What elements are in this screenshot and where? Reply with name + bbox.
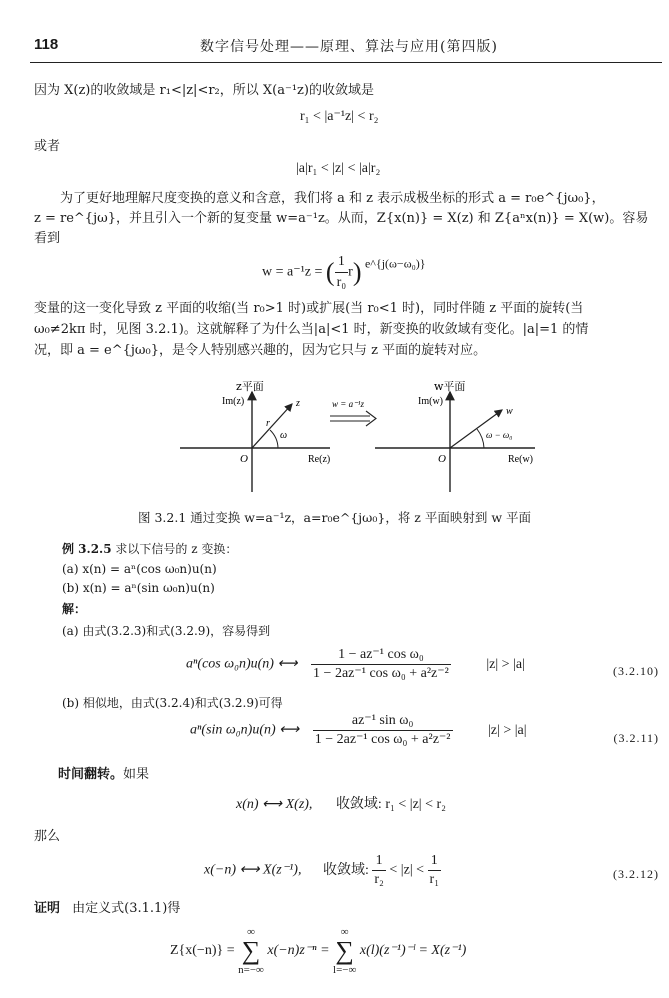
eq10-roc: |z| > |a| <box>486 656 525 672</box>
figure-caption: 图 3.2.1 通过变换 w=a⁻¹z，a=r₀e^{jω₀}，将 z 平面映射到 w 平面 <box>138 510 531 525</box>
equation-roc-1: r₁ < |a⁻¹z| < r₂ <box>300 109 379 124</box>
solution-part-a: (a) 由式(3.2.3)和式(3.2.9)，容易得到 <box>62 624 271 638</box>
solution-part-b: (b) 相似地，由式(3.2.4)和式(3.2.9)可得 <box>62 696 283 710</box>
eq12-fraction-1: $\frac{1}{\text{r₂}}$ <box>374 853 384 887</box>
example-part-b: (b) x(n) = aⁿ(sin ω₀n)u(n) <box>62 581 215 595</box>
eq3-exponent: e^{j(ω−ω₀)} <box>364 256 426 271</box>
paragraph-scaling-line3: 看到 <box>34 231 61 246</box>
left-z-label: z <box>296 398 300 409</box>
summation-l-term: x(l)(z⁻¹)⁻ˡ = X(z⁻¹) <box>359 943 467 959</box>
equation-3-2-10 <box>186 646 525 683</box>
paragraph-scaling-line2: z = re^{jω}，并且引入一个新的复变量 w=a⁻¹z。从而，Z{x(n)} = X(z) 和 Z{aⁿx(n)} = X(w)。容易 <box>34 211 649 226</box>
left-re-label: Re(z) <box>308 454 331 465</box>
proof-lhs: Z{x(−n)} = <box>170 943 235 959</box>
eq12-transform: x(−n) ⟷ X(z⁻¹), <box>204 862 302 878</box>
equation-roc-2: |a|r₁ < |z| < |a|r₂ <box>296 161 381 176</box>
right-angle-label: ω − ω₀ <box>486 430 513 440</box>
paren-open: ( <box>325 257 335 287</box>
equation-number-3-2-12: (3.2.12) <box>613 867 659 881</box>
eq12-roc-label: 收敛域: <box>322 862 369 878</box>
right-angle-arc <box>477 429 484 448</box>
eq3-lhs: w = a⁻¹z = <box>262 264 323 280</box>
mapping-arrow-label: w = a⁻¹z <box>332 399 365 409</box>
equation-time-reversal-proof <box>170 926 466 976</box>
left-omega-label: ω <box>280 430 288 441</box>
proof-heading <box>34 900 180 918</box>
left-r-label: r <box>266 418 270 429</box>
equation-number-3-2-10: (3.2.10) <box>613 664 659 678</box>
left-im-label: Im(z) <box>222 396 245 407</box>
fraction-1-over-r0: $\frac{1}{\text{r₀}}$ <box>336 254 347 290</box>
figure-plane-mapping <box>160 380 540 498</box>
paragraph-effect-line2: ω₀≠2kπ 时，见图 3.2.1)。这就解释了为什么当|a|<1 时，新变换的收敛域有变化。|a|=1 的情 <box>34 322 589 337</box>
proof-text: 由定义式(3.1.1)得 <box>72 901 181 916</box>
eq11-roc: |z| > |a| <box>488 722 527 738</box>
paragraph-effect-line1: 变量的这一变化导致 z 平面的收缩(当 r₀>1 时)或扩展(当 r₀<1 时)，同时伴随 z 平面的旋转(当 <box>34 301 584 316</box>
time-reversal-title: 时间翻转。 <box>58 767 124 782</box>
sigma-symbol: ∑ <box>241 936 261 965</box>
left-plane-label: z平面 <box>236 380 264 393</box>
eq10-fraction: $\frac{\text{1 − az⁻¹ cos ω₀}}{\text{1 − 2az⁻¹ cos ω₀ + a²z⁻²}}$ <box>313 647 449 681</box>
double-arrow-head <box>366 411 376 426</box>
right-vector-w <box>450 410 502 448</box>
running-header: 数字信号处理——原理、算法与应用(第四版) <box>200 39 498 55</box>
eq12-middle: < |z| < <box>389 862 425 878</box>
paren-close: ) <box>352 257 362 287</box>
paragraph-roc-intro: 因为 X(z)的收敛域是 r₁<|z|<r₂，所以 X(a⁻¹z)的收敛域是 <box>34 83 374 98</box>
example-part-a: (a) x(n) = aⁿ(cos ω₀n)u(n) <box>62 562 217 576</box>
eq-tr1-transform: x(n) ⟷ X(z), <box>236 797 313 812</box>
equation-w-mapping <box>262 252 426 293</box>
solution-label: 解： <box>62 602 87 616</box>
summation-l: ∞ ∑ l=−∞ <box>333 926 357 976</box>
paragraph-effect-line3: 况，即 a = e^{jω₀}，是令人特别感兴趣的，因为它只与 z 平面的旋转对应。 <box>34 343 487 358</box>
eq-tr1-roc: 收敛域: r₁ < |z| < r₂ <box>335 797 447 812</box>
text-or: 或者 <box>34 139 61 154</box>
left-z-plane <box>180 380 330 492</box>
time-reversal-heading <box>58 766 149 784</box>
right-re-label: Re(w) <box>508 454 533 465</box>
equation-time-reversal-premise <box>236 796 446 814</box>
equation-3-2-12 <box>204 852 441 889</box>
right-im-label: Im(w) <box>418 396 443 407</box>
summation-n-term: x(−n)z⁻ⁿ = <box>267 943 330 959</box>
left-angle-arc <box>270 430 278 448</box>
right-w-plane <box>375 380 535 492</box>
right-plane-label: w平面 <box>434 380 466 393</box>
proof-title: 证明 <box>34 901 61 916</box>
right-w-label: w <box>506 406 513 417</box>
sigma-symbol: ∑ <box>335 936 354 965</box>
example-number: 例 3.2.5 <box>62 542 112 556</box>
left-vector-z <box>252 404 292 448</box>
equation-3-2-11 <box>190 712 527 749</box>
eq11-fraction: $\frac{\text{az⁻¹ sin ω₀}}{\text{1 − 2az⁻¹ cos ω₀ + a²z⁻²}}$ <box>314 713 451 747</box>
header-rule <box>30 62 662 63</box>
example-text: 求以下信号的 z 变换： <box>115 542 238 556</box>
mapping-arrow <box>330 399 376 426</box>
eq12-fraction-2: $\frac{1}{\text{r₁}}$ <box>429 853 440 887</box>
left-origin-label: O <box>240 453 248 465</box>
eq11-lhs: aⁿ(sin ω₀n)u(n) ⟷ <box>190 722 300 738</box>
page-number: 118 <box>34 36 59 53</box>
example-heading <box>62 540 237 558</box>
text-then: 那么 <box>34 829 61 844</box>
eq3-r: r <box>348 264 353 280</box>
time-reversal-text: 如果 <box>123 767 150 782</box>
equation-number-3-2-11: (3.2.11) <box>613 731 659 745</box>
paragraph-scaling-line1: 为了更好地理解尺度变换的意义和含意，我们将 a 和 z 表示成极坐标的形式 a = r₀e^{jω₀}， <box>60 191 605 206</box>
right-origin-label: O <box>438 453 446 465</box>
eq10-lhs: aⁿ(cos ω₀n)u(n) ⟷ <box>186 656 298 672</box>
summation-n: ∞ ∑ n=−∞ <box>238 926 264 976</box>
